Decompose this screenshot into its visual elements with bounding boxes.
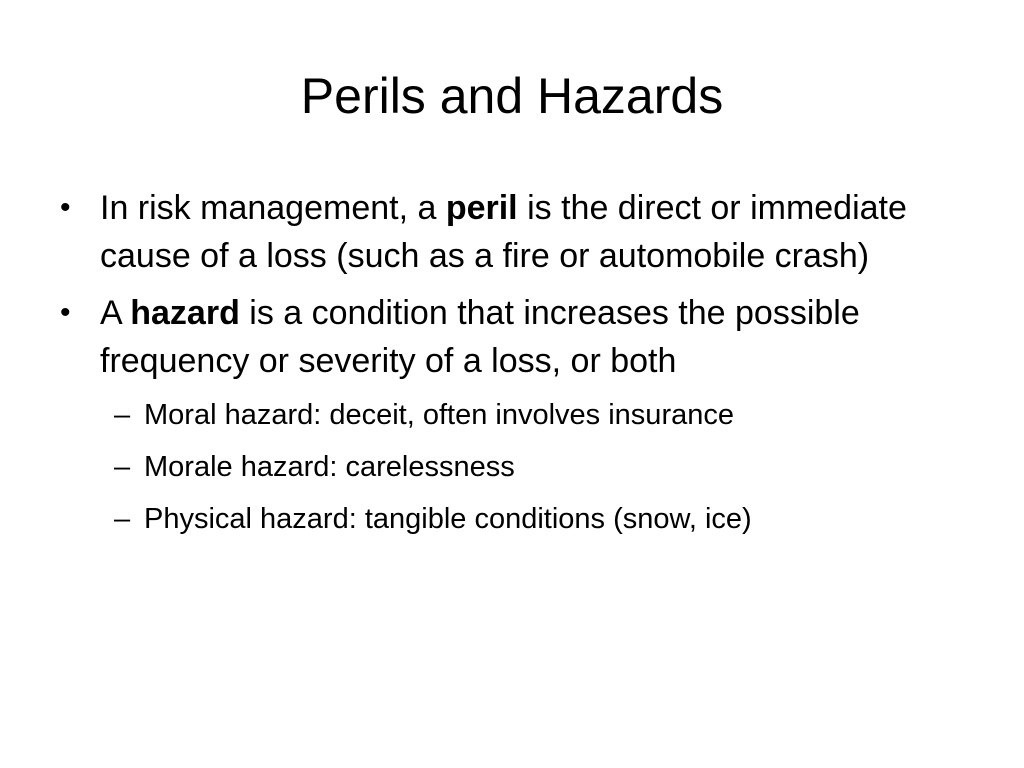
bullet-text-after: is the direct or immediate cause of a loss (such as a fire or automobile crash): [100, 189, 907, 275]
bullet-text-after: is a condition that increases the possible frequency or severity of a loss, or both: [100, 294, 860, 380]
bullet-peril: [54, 184, 954, 280]
sub-bullet-text: Moral hazard: deceit, often involves insurance: [144, 399, 734, 431]
bullet-bold-term: hazard: [130, 294, 240, 332]
sub-bullet-moral-hazard: [54, 394, 954, 436]
sub-bullet-text: Morale hazard: carelessness: [144, 451, 515, 483]
bullet-bold-term: peril: [445, 189, 518, 227]
bullet-marker: •: [60, 191, 71, 224]
sub-bullet-marker: –: [114, 503, 131, 535]
sub-bullet-text: Physical hazard: tangible conditions (snow, ice): [144, 503, 752, 535]
bullet-marker: •: [60, 296, 71, 329]
slide-title: Perils and Hazards: [300, 68, 724, 124]
bullet-text-before: In risk management, a: [100, 189, 446, 227]
sub-bullet-marker: –: [114, 451, 131, 483]
bullet-hazard: [54, 289, 954, 385]
sub-bullet-marker: –: [114, 399, 131, 431]
bullet-text-before: A: [100, 294, 131, 332]
slide-body: [54, 184, 954, 550]
sub-bullet-morale-hazard: [54, 446, 954, 488]
sub-bullet-physical-hazard: [54, 498, 954, 540]
